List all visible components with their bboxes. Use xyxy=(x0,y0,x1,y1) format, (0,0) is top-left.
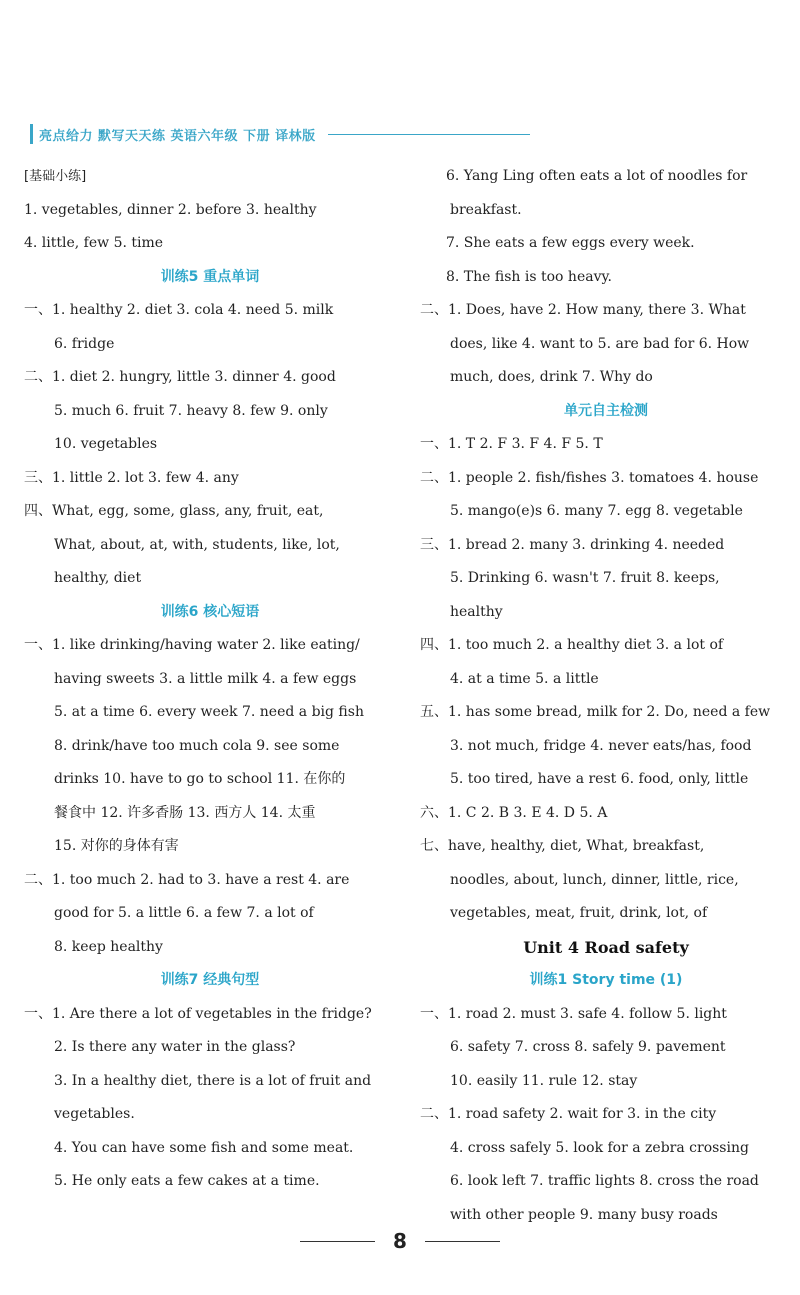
answer-line: 5. much 6. fruit 7. heavy 8. few 9. only xyxy=(54,402,328,419)
answer-line: 8. keep healthy xyxy=(54,938,163,955)
answer-line: 5. He only eats a few cakes at a time. xyxy=(54,1173,320,1189)
answer-line: having sweets 3. a little milk 4. a few eggs xyxy=(54,670,357,687)
header-title: 亮点给力 默写天天练 英语六年级 下册 译林版 xyxy=(39,128,316,144)
answer-line: 一、1. T 2. F 3. F 4. F 5. T xyxy=(420,436,603,452)
answer-line: 6. look left 7. traffic lights 8. cross the road xyxy=(450,1173,759,1189)
answer-line: much, does, drink 7. Why do xyxy=(450,369,653,385)
answer-line: 10. easily 11. rule 12. stay xyxy=(450,1072,638,1089)
answer-line: 15. 对你的身体有害 xyxy=(54,838,179,854)
answer-line: 5. Drinking 6. wasn't 7. fruit 8. keeps, xyxy=(450,570,720,586)
answer-line: 四、1. too much 2. a healthy diet 3. a lot of xyxy=(420,637,724,653)
answer-line: 六、1. C 2. B 3. E 4. D 5. A xyxy=(420,804,608,821)
page-footer xyxy=(0,1226,800,1256)
footer-rule-left xyxy=(300,1241,375,1242)
answer-line: healthy xyxy=(450,603,503,620)
section-heading: 训练1 Story time (1) xyxy=(529,972,683,988)
answer-line: 二、1. too much 2. had to 3. have a rest 4. are xyxy=(24,871,350,888)
answer-line: 5. at a time 6. every week 7. need a big fish xyxy=(54,704,364,720)
section-heading: 单元自主检测 xyxy=(564,402,648,419)
answer-line: vegetables. xyxy=(54,1106,135,1122)
answer-line: 6. fridge xyxy=(54,335,115,352)
answer-line: What, about, at, with, students, like, lot, xyxy=(54,536,340,553)
answer-line: 6. safety 7. cross 8. safely 9. pavement xyxy=(450,1039,726,1055)
answer-line: 4. cross safely 5. look for a zebra crossing xyxy=(450,1139,749,1156)
answer-line: 二、1. people 2. fish/fishes 3. tomatoes 4. house xyxy=(420,469,759,486)
answer-line: 3. In a healthy diet, there is a lot of fruit and xyxy=(54,1072,372,1089)
answer-line: 8. The fish is too heavy. xyxy=(446,268,612,285)
answer-line: 餐食中 12. 许多香肠 13. 西方人 14. 太重 xyxy=(54,804,316,821)
answer-line: 4. at a time 5. a little xyxy=(450,670,599,687)
answer-line: [基础小练] xyxy=(24,169,87,184)
answer-line: does, like 4. want to 5. are bad for 6. How xyxy=(450,335,750,352)
answer-line: with other people 9. many busy roads xyxy=(450,1206,718,1223)
answer-line: 4. You can have some fish and some meat. xyxy=(54,1139,354,1156)
answer-line: 三、1. bread 2. many 3. drinking 4. needed xyxy=(420,536,725,553)
page-header xyxy=(30,120,530,148)
unit-heading: Unit 4 Road safety xyxy=(523,937,689,957)
answer-line: 二、1. Does, have 2. How many, there 3. What xyxy=(420,302,746,318)
footer-rule-right xyxy=(425,1241,500,1242)
answer-line: 8. drink/have too much cola 9. see some xyxy=(54,737,340,754)
answer-line: 一、1. road 2. must 3. safe 4. follow 5. light xyxy=(420,1005,727,1022)
answer-line: 5. too tired, have a rest 6. food, only, little xyxy=(450,771,749,787)
answer-line: 3. not much, fridge 4. never eats/has, food xyxy=(450,737,752,754)
header-rule xyxy=(328,134,530,135)
answer-line: 一、1. Are there a lot of vegetables in the fridge? xyxy=(24,1005,372,1022)
answer-line: 一、1. healthy 2. diet 3. cola 4. need 5. milk xyxy=(24,302,334,318)
answer-line: good for 5. a little 6. a few 7. a lot of xyxy=(54,905,314,921)
header-accent-bar xyxy=(30,124,33,144)
answer-line: 七、have, healthy, diet, What, breakfast, xyxy=(420,838,705,854)
answer-line: drinks 10. have to go to school 11. 在你的 xyxy=(54,771,346,787)
answer-line: 二、1. road safety 2. wait for 3. in the city xyxy=(420,1106,717,1122)
page-number: 8 xyxy=(393,1229,407,1253)
section-heading: 训练5 重点单词 xyxy=(160,268,260,285)
answer-line: vegetables, meat, fruit, drink, lot, of xyxy=(450,905,708,921)
answer-column-left xyxy=(24,160,396,1199)
answer-line: 6. Yang Ling often eats a lot of noodles for xyxy=(446,168,748,184)
answer-column-right xyxy=(420,160,792,1232)
answer-line: breakfast. xyxy=(450,201,522,218)
answer-line: 5. mango(e)s 6. many 7. egg 8. vegetable xyxy=(450,503,743,519)
answer-line: noodles, about, lunch, dinner, little, rice, xyxy=(450,871,739,888)
answer-line: 2. Is there any water in the glass? xyxy=(54,1039,296,1055)
answer-line: 7. She eats a few eggs every week. xyxy=(446,235,695,251)
answer-line: 五、1. has some bread, milk for 2. Do, need a few xyxy=(420,704,771,720)
answer-line: 10. vegetables xyxy=(54,436,158,452)
answer-line: healthy, diet xyxy=(54,570,142,586)
section-heading: 训练6 核心短语 xyxy=(160,603,260,620)
answer-line: 1. vegetables, dinner 2. before 3. healthy xyxy=(24,201,317,218)
answer-line: 三、1. little 2. lot 3. few 4. any xyxy=(24,469,239,486)
answer-line: 四、What, egg, some, glass, any, fruit, eat, xyxy=(24,503,324,519)
answer-line: 一、1. like drinking/having water 2. like eating/ xyxy=(24,637,360,653)
section-heading: 训练7 经典句型 xyxy=(160,972,260,988)
answer-line: 二、1. diet 2. hungry, little 3. dinner 4. good xyxy=(24,369,336,385)
answer-line: 4. little, few 5. time xyxy=(24,235,164,251)
